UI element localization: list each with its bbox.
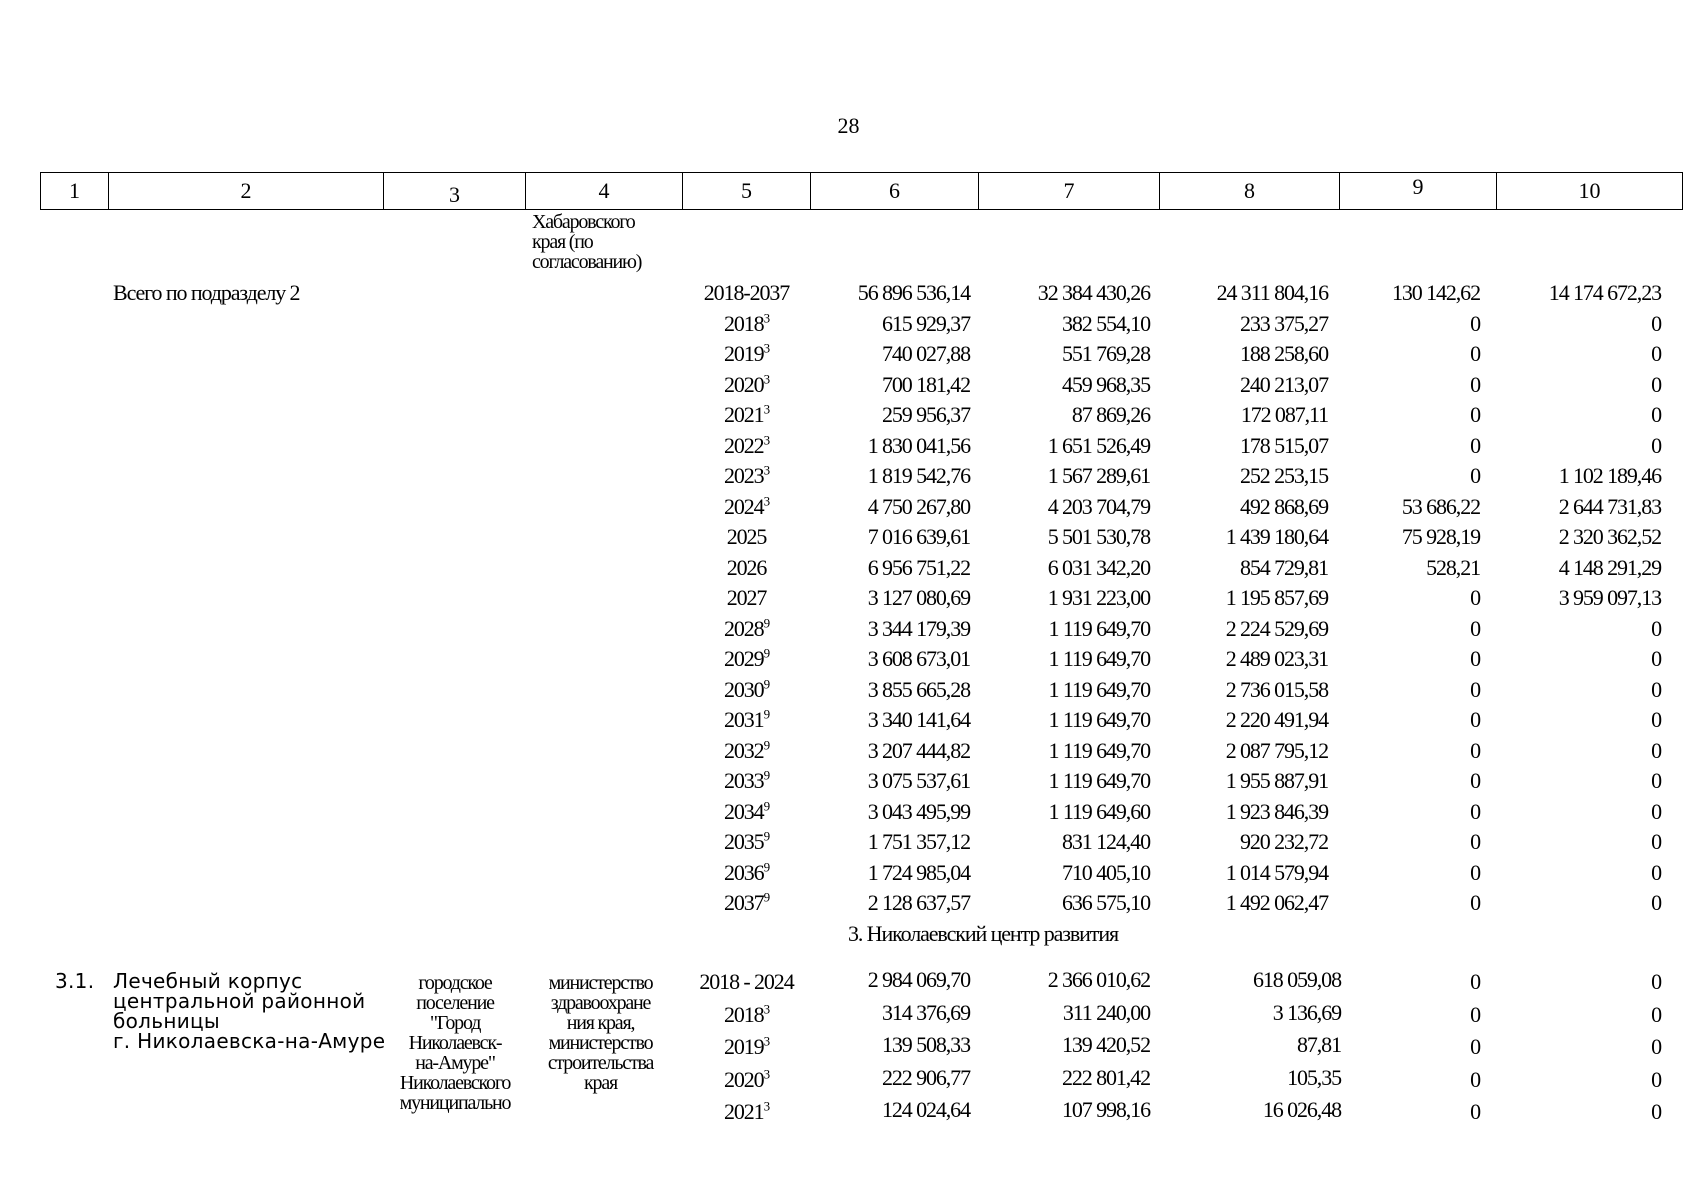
value-cell-c10: 14 174 672,23 — [1548, 280, 1661, 305]
year-cell — [682, 738, 811, 764]
header-cell-6 — [810, 172, 979, 210]
header-cell-2 — [108, 172, 384, 210]
value-cell-c6: 4 750 267,80 — [867, 494, 970, 519]
value-cell-c10: 0 — [1651, 402, 1661, 427]
year-cell — [682, 1034, 811, 1060]
value-cell-c6: 2 984 069,70 — [867, 967, 970, 992]
year-value: 2032 — [723, 738, 764, 763]
header-label-5: 5 — [741, 178, 752, 203]
value-cell-c10: 0 — [1651, 1099, 1661, 1124]
carryover-line: Хабаровского — [532, 211, 635, 233]
year-value: 2019 — [723, 341, 764, 366]
value-cell-c10: 0 — [1651, 969, 1661, 994]
year-cell — [682, 372, 811, 398]
year-cell — [682, 616, 811, 642]
year-cell — [682, 555, 811, 581]
value-cell-c6: 314 376,69 — [881, 1000, 970, 1025]
value-cell-c10: 0 — [1651, 616, 1661, 641]
value-cell-c7: 1 119 649,70 — [1048, 646, 1150, 671]
carryover-line: согласованию) — [532, 251, 642, 273]
value-cell-c6: 222 906,77 — [881, 1065, 970, 1090]
header-label-10: 10 — [1578, 178, 1601, 203]
footnote-marker: 3 — [763, 1098, 769, 1114]
value-cell-c8: 252 253,15 — [1239, 463, 1328, 488]
year-cell — [682, 524, 811, 550]
value-cell-c9: 0 — [1470, 829, 1480, 854]
value-cell-c7: 1 119 649,70 — [1048, 768, 1150, 793]
header-cell-3 — [383, 172, 526, 210]
value-cell-c9: 0 — [1470, 677, 1480, 702]
value-cell-c7: 107 998,16 — [1061, 1097, 1150, 1122]
value-cell-c9: 0 — [1470, 860, 1480, 885]
value-cell-c9: 0 — [1470, 1067, 1480, 1092]
carryover-line: края (по — [532, 231, 593, 253]
value-cell-c8: 618 059,08 — [1252, 967, 1341, 992]
year-cell — [682, 829, 811, 855]
value-cell-c8: 2 220 491,94 — [1225, 707, 1328, 732]
year-value: 2031 — [723, 707, 764, 732]
year-value: 2018 — [723, 1002, 764, 1027]
value-cell-c8: 3 136,69 — [1272, 1000, 1341, 1025]
year-cell — [682, 1002, 811, 1028]
value-cell-c9: 53 686,22 — [1401, 494, 1480, 519]
header-label-2: 2 — [240, 178, 252, 203]
header-cell-10 — [1496, 172, 1683, 210]
value-cell-c7: 382 554,10 — [1061, 311, 1150, 336]
value-cell-c9: 0 — [1470, 372, 1480, 397]
year-value: 2033 — [723, 768, 764, 793]
footnote-marker: 3 — [763, 493, 769, 509]
value-cell-c8: 2 224 529,69 — [1225, 616, 1328, 641]
value-cell-c6: 3 855 665,28 — [867, 677, 970, 702]
item-col4-line: министерство — [548, 1032, 653, 1054]
value-cell-c7: 551 769,28 — [1061, 341, 1150, 366]
value-cell-c7: 1 119 649,70 — [1048, 707, 1150, 732]
value-cell-c8: 492 868,69 — [1239, 494, 1328, 519]
header-label-3: 3 — [449, 182, 460, 207]
footnote-marker: 3 — [763, 1001, 769, 1017]
year-value: 2025 — [726, 524, 767, 549]
header-cell-8 — [1159, 172, 1340, 210]
year-value: 2028 — [723, 616, 764, 641]
year-value: 2022 — [723, 433, 764, 458]
value-cell-c6: 3 075 537,61 — [867, 768, 970, 793]
item-col4-line: ния края, — [566, 1012, 635, 1034]
value-cell-c10: 0 — [1651, 433, 1661, 458]
header-cell-1 — [40, 172, 109, 210]
subtotal-label: Всего по подразделу 2 — [113, 280, 300, 305]
value-cell-c9: 130 142,62 — [1391, 280, 1480, 305]
value-cell-c7: 87 869,26 — [1071, 402, 1150, 427]
year-value: 2034 — [723, 799, 764, 824]
value-cell-c7: 1 119 649,70 — [1048, 616, 1150, 641]
value-cell-c7: 2 366 010,62 — [1047, 967, 1150, 992]
value-cell-c8: 1 955 887,91 — [1225, 768, 1328, 793]
footnote-marker: 9 — [763, 859, 769, 875]
year-cell — [682, 311, 811, 337]
value-cell-c10: 0 — [1651, 1034, 1661, 1059]
footnote-marker: 9 — [763, 798, 769, 814]
header-label-8: 8 — [1244, 178, 1255, 203]
value-cell-c6: 3 608 673,01 — [867, 646, 970, 671]
value-cell-c8: 1 923 846,39 — [1225, 799, 1328, 824]
header-label-1: 1 — [69, 178, 80, 203]
value-cell-c9: 0 — [1470, 799, 1480, 824]
footnote-marker: 9 — [763, 828, 769, 844]
value-cell-c8: 1 492 062,47 — [1225, 890, 1328, 915]
header-label-6: 6 — [889, 178, 900, 203]
year-value: 2029 — [723, 646, 764, 671]
item-col3-line: муниципально — [399, 1092, 511, 1114]
value-cell-c9: 0 — [1470, 616, 1480, 641]
value-cell-c7: 32 384 430,26 — [1037, 280, 1150, 305]
year-value: 2020 — [723, 372, 764, 397]
value-cell-c10: 0 — [1651, 799, 1661, 824]
value-cell-c8: 178 515,07 — [1239, 433, 1328, 458]
value-cell-c8: 2 489 023,31 — [1225, 646, 1328, 671]
value-cell-c10: 0 — [1651, 341, 1661, 366]
year-value: 2018-2037 — [703, 280, 790, 305]
value-cell-c8: 1 439 180,64 — [1225, 524, 1328, 549]
item-col4-line: строительства — [547, 1052, 654, 1074]
value-cell-c8: 87,81 — [1296, 1032, 1341, 1057]
value-cell-c6: 56 896 536,14 — [857, 280, 970, 305]
year-cell — [682, 890, 811, 916]
value-cell-c10: 0 — [1651, 372, 1661, 397]
value-cell-c8: 240 213,07 — [1239, 372, 1328, 397]
section-title: 3. Николаевский центр развития — [847, 921, 1119, 946]
value-cell-c6: 3 344 179,39 — [867, 616, 970, 641]
value-cell-c9: 0 — [1470, 433, 1480, 458]
year-value: 2036 — [723, 860, 764, 885]
value-cell-c9: 0 — [1470, 969, 1480, 994]
value-cell-c10: 0 — [1651, 1002, 1661, 1027]
footnote-marker: 3 — [763, 1033, 769, 1049]
year-cell — [682, 860, 811, 886]
year-cell — [682, 341, 811, 367]
value-cell-c6: 1 751 357,12 — [867, 829, 970, 854]
footnote-marker: 3 — [763, 462, 769, 478]
value-cell-c8: 24 311 804,16 — [1216, 280, 1328, 305]
header-label-7: 7 — [1063, 178, 1075, 203]
item-col3-line: городское — [418, 972, 492, 994]
value-cell-c9: 0 — [1470, 768, 1480, 793]
item-name — [113, 971, 385, 1051]
value-cell-c9: 0 — [1470, 341, 1480, 366]
value-cell-c6: 3 340 141,64 — [867, 707, 970, 732]
footnote-marker: 3 — [763, 371, 769, 387]
value-cell-c7: 1 931 223,00 — [1047, 585, 1150, 610]
value-cell-c9: 0 — [1470, 463, 1480, 488]
value-cell-c7: 636 575,10 — [1061, 890, 1150, 915]
year-cell — [682, 433, 811, 459]
year-cell — [682, 280, 811, 306]
value-cell-c8: 16 026,48 — [1262, 1097, 1341, 1122]
item-col3-line: на-Амуре" — [415, 1052, 495, 1074]
value-cell-c9: 0 — [1470, 738, 1480, 763]
item-col4-line: края — [584, 1072, 617, 1094]
value-cell-c6: 1 830 041,56 — [867, 433, 970, 458]
value-cell-c10: 0 — [1651, 646, 1661, 671]
year-value: 2026 — [726, 555, 767, 580]
year-value: 2021 — [723, 1099, 764, 1124]
value-cell-c7: 4 203 704,79 — [1047, 494, 1150, 519]
year-cell — [682, 1067, 811, 1093]
value-cell-c10: 0 — [1651, 311, 1661, 336]
item-col3-line: "Город — [429, 1012, 481, 1034]
value-cell-c9: 0 — [1470, 1034, 1480, 1059]
header-cell-9 — [1339, 172, 1497, 210]
value-cell-c8: 854 729,81 — [1239, 555, 1328, 580]
value-cell-c6: 1 819 542,76 — [867, 463, 970, 488]
year-value: 2024 — [723, 494, 764, 519]
value-cell-c8: 1 195 857,69 — [1225, 585, 1328, 610]
value-cell-c7: 1 567 289,61 — [1047, 463, 1150, 488]
value-cell-c8: 2 087 795,12 — [1225, 738, 1328, 763]
value-cell-c10: 0 — [1651, 1067, 1661, 1092]
item-name-line: г. Николаевска-на-Амуре — [113, 1029, 386, 1053]
value-cell-c7: 1 119 649,70 — [1048, 677, 1150, 702]
year-cell — [682, 646, 811, 672]
page-number: 28 — [837, 113, 860, 138]
year-cell — [682, 402, 811, 428]
value-cell-c10: 0 — [1651, 890, 1661, 915]
item-name-line: Лечебный корпус — [113, 969, 303, 993]
year-value: 2019 — [723, 1034, 764, 1059]
value-cell-c9: 0 — [1470, 311, 1480, 336]
value-cell-c10: 3 959 097,13 — [1558, 585, 1661, 610]
footnote-marker: 9 — [763, 767, 769, 783]
footnote-marker: 9 — [763, 889, 769, 905]
value-cell-c7: 311 240,00 — [1062, 1000, 1150, 1025]
value-cell-c9: 0 — [1470, 890, 1480, 915]
footnote-marker: 9 — [763, 645, 769, 661]
year-value: 2027 — [726, 585, 767, 610]
year-cell — [682, 799, 811, 825]
footnote-marker: 9 — [763, 706, 769, 722]
value-cell-c6: 6 956 751,22 — [867, 555, 970, 580]
value-cell-c7: 1 119 649,60 — [1048, 799, 1150, 824]
value-cell-c9: 0 — [1470, 707, 1480, 732]
value-cell-c9: 528,21 — [1426, 555, 1480, 580]
value-cell-c7: 831 124,40 — [1061, 829, 1150, 854]
value-cell-c8: 105,35 — [1287, 1065, 1341, 1090]
year-cell — [682, 463, 811, 489]
value-cell-c10: 0 — [1651, 707, 1661, 732]
value-cell-c7: 459 968,35 — [1061, 372, 1150, 397]
value-cell-c9: 75 928,19 — [1401, 524, 1480, 549]
value-cell-c10: 0 — [1651, 677, 1661, 702]
value-cell-c9: 0 — [1470, 646, 1480, 671]
item-col3-line: Николаевского — [399, 1072, 511, 1094]
value-cell-c10: 0 — [1651, 829, 1661, 854]
item-name-line: центральной районной — [113, 989, 366, 1013]
value-cell-c6: 1 724 985,04 — [867, 860, 970, 885]
value-cell-c8: 2 736 015,58 — [1225, 677, 1328, 702]
value-cell-c9: 0 — [1470, 1002, 1480, 1027]
value-cell-c6: 2 128 637,57 — [867, 890, 970, 915]
value-cell-c10: 0 — [1651, 768, 1661, 793]
year-cell — [682, 585, 811, 611]
year-value: 2035 — [723, 829, 764, 854]
year-value: 2037 — [723, 890, 764, 915]
item-col3-line: поселение — [416, 992, 494, 1014]
value-cell-c6: 124 024,64 — [881, 1097, 970, 1122]
year-value: 2018 — [723, 311, 764, 336]
value-cell-c8: 920 232,72 — [1239, 829, 1328, 854]
year-value: 2018 - 2024 — [699, 969, 794, 994]
value-cell-c9: 0 — [1470, 585, 1480, 610]
footnote-marker: 9 — [763, 737, 769, 753]
value-cell-c10: 1 102 189,46 — [1558, 463, 1661, 488]
value-cell-c10: 4 148 291,29 — [1558, 555, 1661, 580]
item-name-line: больницы — [113, 1009, 221, 1033]
item-number: 3.1. — [55, 969, 95, 993]
header-cell-4 — [525, 172, 683, 210]
value-cell-c10: 0 — [1651, 738, 1661, 763]
item-col3 — [384, 973, 526, 1113]
year-value: 2021 — [723, 402, 764, 427]
header-label-4: 4 — [598, 178, 610, 203]
year-cell — [682, 677, 811, 703]
footnote-marker: 3 — [763, 401, 769, 417]
year-cell — [682, 494, 811, 520]
value-cell-c6: 7 016 639,61 — [867, 524, 970, 549]
year-value: 2030 — [723, 677, 764, 702]
year-value: 2023 — [723, 463, 764, 488]
value-cell-c7: 6 031 342,20 — [1047, 555, 1150, 580]
year-cell — [682, 707, 811, 733]
item-col4-line: здравоохране — [550, 992, 651, 1014]
header-cell-5 — [682, 172, 811, 210]
footnote-marker: 3 — [763, 1066, 769, 1082]
value-cell-c6: 615 929,37 — [881, 311, 970, 336]
year-cell — [682, 768, 811, 794]
footnote-marker: 3 — [763, 432, 769, 448]
item-col3-line: Николаевск- — [408, 1032, 502, 1054]
year-cell — [682, 969, 811, 995]
value-cell-c8: 188 258,60 — [1239, 341, 1328, 366]
value-cell-c7: 139 420,52 — [1061, 1032, 1150, 1057]
value-cell-c6: 3 127 080,69 — [867, 585, 970, 610]
header-cell-7 — [978, 172, 1160, 210]
value-cell-c10: 2 320 362,52 — [1558, 524, 1661, 549]
value-cell-c10: 2 644 731,83 — [1558, 494, 1661, 519]
year-cell — [682, 1099, 811, 1125]
footnote-marker: 3 — [763, 340, 769, 356]
value-cell-c8: 172 087,11 — [1240, 402, 1328, 427]
header-label-9: 9 — [1412, 174, 1424, 199]
item-col4-line: министерство — [548, 972, 653, 994]
value-cell-c6: 700 181,42 — [881, 372, 970, 397]
value-cell-c7: 1 651 526,49 — [1047, 433, 1150, 458]
item-col4 — [528, 973, 673, 1093]
value-cell-c7: 710 405,10 — [1061, 860, 1150, 885]
year-value: 2020 — [723, 1067, 764, 1092]
value-cell-c8: 1 014 579,94 — [1225, 860, 1328, 885]
footnote-marker: 9 — [763, 615, 769, 631]
value-cell-c7: 5 501 530,78 — [1047, 524, 1150, 549]
value-cell-c9: 0 — [1470, 1099, 1480, 1124]
value-cell-c6: 3 043 495,99 — [867, 799, 970, 824]
value-cell-c6: 259 956,37 — [881, 402, 970, 427]
footnote-marker: 3 — [763, 310, 769, 326]
value-cell-c6: 3 207 444,82 — [867, 738, 970, 763]
value-cell-c6: 740 027,88 — [881, 341, 970, 366]
value-cell-c7: 222 801,42 — [1061, 1065, 1150, 1090]
value-cell-c7: 1 119 649,70 — [1048, 738, 1150, 763]
value-cell-c8: 233 375,27 — [1239, 311, 1328, 336]
value-cell-c6: 139 508,33 — [881, 1032, 970, 1057]
value-cell-c9: 0 — [1470, 402, 1480, 427]
carryover-cell — [532, 212, 660, 272]
value-cell-c10: 0 — [1651, 860, 1661, 885]
footnote-marker: 9 — [763, 676, 769, 692]
